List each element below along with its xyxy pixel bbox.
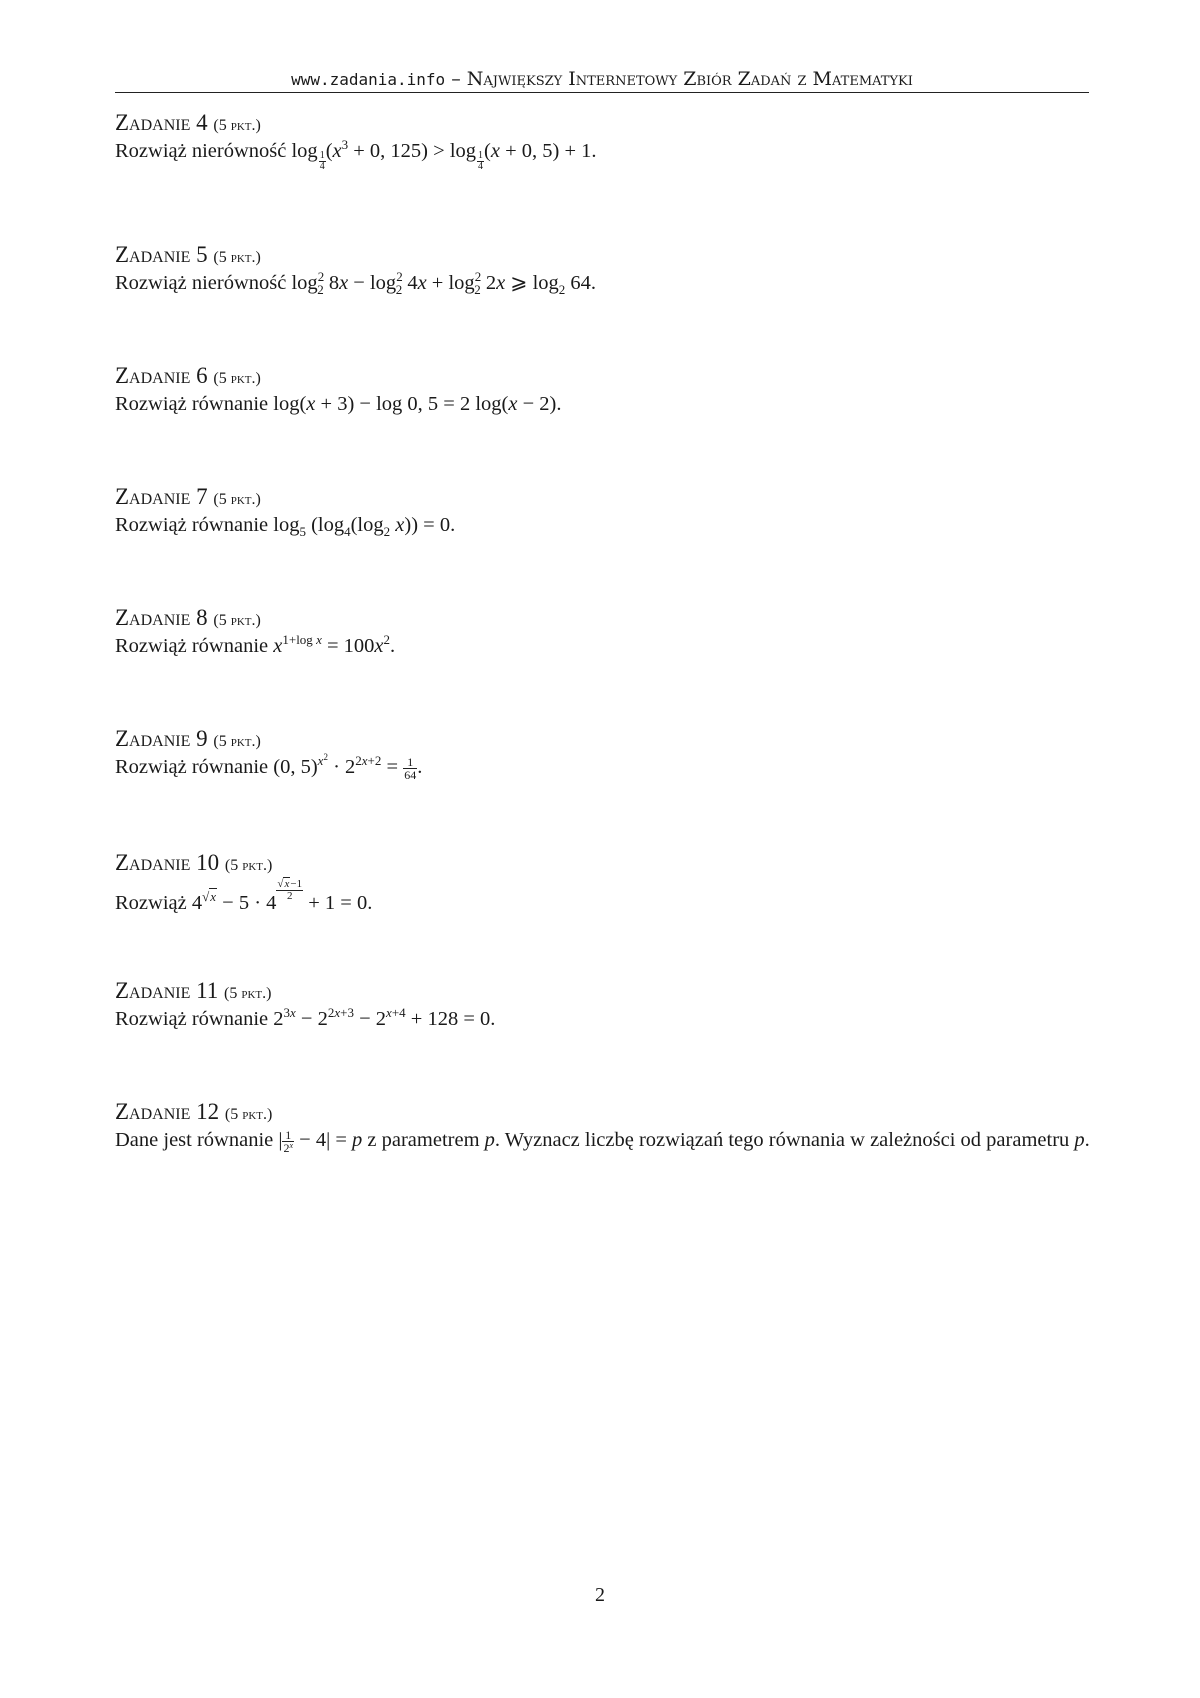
problem-text: Rozwiąż równanie $2^{3x} - 2^{2x+3} - 2^{x+4} + 128 = 0$. [115,1005,496,1030]
math-formula: | $\frac{1}{2^x}$ − 4| = p [278,1127,363,1155]
problem-text: Dane jest równanie | $\frac{1}{2^x}$ − 4| = p z parametrem p. Wyznacz liczbę rozwiązań tego równania w zależności od parametru p. [115,1127,1090,1155]
problem-text: Rozwiąż $4^{√x} - 5 \cdot 4$ $\frac{√x-1}{2}$ + 1 = 0. [115,878,373,914]
problem-title: Zadanie 8 (5 pkt.) [115,605,261,630]
math-formula: log(x + 3) − log 0, 5 = 2 log(x − 2). [273,393,562,415]
problem-9 [115,726,1090,781]
problem-12 [115,1099,1090,1154]
page-number: 2 [595,1584,605,1606]
problem-text: Rozwiąż równanie $x^{1+log x} = 100x^2$. [115,632,396,657]
problem-5 [115,242,1090,295]
problem-10 [115,850,1090,915]
problem-8 [115,605,1090,658]
problem-title: Zadanie 4 (5 pkt.) [115,110,261,135]
problem-title: Zadanie 9 (5 pkt.) [115,726,261,751]
problem-6 [115,363,1090,416]
problem-text: Rozwiąż równanie log(x + 3) − log 0, 5 = 2 log(x − 2). [115,393,562,415]
page-header [115,66,1089,93]
problem-text: Rozwiąż równanie $\log_5 (\log_4(\log_2$ x)) = 0. [115,514,456,539]
problem-text: Rozwiąż nierówność log $\frac{1}{4}$ ($x^3 + 0$, 125) > log $\frac{1}{4}$ (x + 0, 5) + 1. [115,137,597,172]
problem-title: Zadanie 6 (5 pkt.) [115,363,261,388]
problem-text: Rozwiąż nierówność $\log^2_2 8x - \log^2_2 4x + \log^2_2 2x$ ⩾ $\log_2 64$. [115,269,597,297]
site-url[interactable]: www.zadania.info [291,70,446,89]
problem-7 [115,484,1090,537]
math-formula: $x^{1+log x} = 100x^2$. [273,632,396,657]
problem-title: Zadanie 7 (5 pkt.) [115,484,261,509]
problem-4 [115,110,1090,172]
math-formula: $2^{3x} - 2^{2x+3} - 2^{x+4} + 128 = 0$. [273,1005,496,1030]
math-formula: $4^{√x} - 5 \cdot 4$ $\frac{√x-1}{2}$ + 1 = 0. [191,878,373,914]
problem-title: Zadanie 12 (5 pkt.) [115,1099,273,1124]
problem-title: Zadanie 10 (5 pkt.) [115,850,273,875]
problem-title: Zadanie 5 (5 pkt.) [115,242,261,267]
problem-title: Zadanie 11 (5 pkt.) [115,978,272,1003]
math-formula: (0, $5)^{x^2} \cdot 2^{2x+2}$ = $\frac{1}{64}$ . [273,752,423,782]
problem-text: Rozwiąż równanie (0, $5)^{x^2} \cdot 2^{2x+2}$ = $\frac{1}{64}$ . [115,752,423,782]
math-formula: $\log_5 (\log_4(\log_2$ x)) = 0. [273,514,456,539]
header-title: – Największy Internetowy Zbiór Zadań z Matematyki [451,68,913,90]
problem-11 [115,978,1090,1031]
math-formula: $\log^2_2 8x - \log^2_2 4x + \log^2_2 2x$ ⩾ $\log_2 64$. [291,269,597,297]
math-formula: log $\frac{1}{4}$ ($x^3 + 0$, 125) > log $\frac{1}{4}$ (x + 0, 5) + 1. [291,137,597,172]
